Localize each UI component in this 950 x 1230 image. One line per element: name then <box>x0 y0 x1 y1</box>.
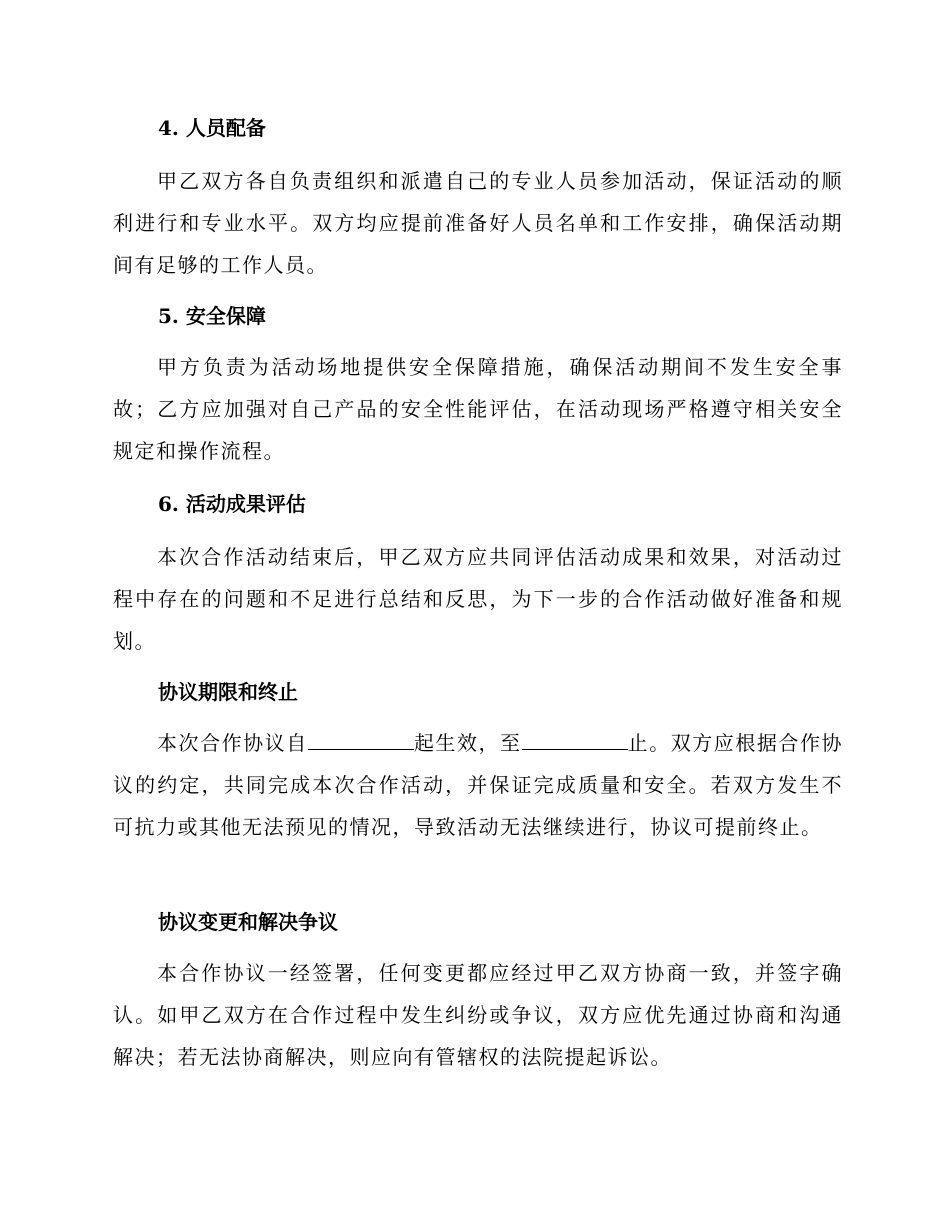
start-date-blank[interactable] <box>308 729 414 750</box>
section-heading-safety: 5. 安全保障 <box>158 304 266 328</box>
section-body-amendment: 本合作协议一经签署，任何变更都应经过甲乙双方协商一致，并签字确认。如甲乙双方在合作过程中发生纠纷或争议，双方应优先通过协商和沟通解决；若无法协商解决，则应向有管辖权的法院提起诉讼。 <box>113 961 843 1069</box>
section-body-safety: 甲方负责为活动场地提供安全保障措施，确保活动期间不发生安全事故；乙方应加强对自己产品的安全性能评估，在活动现场严格遵守相关安全规定和操作流程。 <box>113 355 843 463</box>
section-heading-amendment: 协议变更和解决争议 <box>158 910 338 934</box>
term-text-end: 止。双方应根据合作协议的约定，共同完成本次合作活动，并保证完成质量和安全。若双方发生不可抗力或其他无法预见的情况，导致活动无法继续进行，协议可提前终止。 <box>113 731 844 839</box>
section-body-term <box>113 722 843 848</box>
section-heading-evaluation: 6. 活动成果评估 <box>158 492 306 516</box>
term-text-middle: 起生效，至 <box>413 731 522 755</box>
section-heading-staffing: 4. 人员配备 <box>158 116 266 140</box>
term-text-start: 本次合作协议自 <box>157 731 308 755</box>
section-heading-term: 协议期限和终止 <box>158 680 298 704</box>
end-date-blank[interactable] <box>522 729 628 750</box>
section-body-staffing: 甲乙双方各自负责组织和派遣自己的专业人员参加活动，保证活动的顺利进行和专业水平。双方均应提前准备好人员名单和工作安排，确保活动期间有足够的工作人员。 <box>113 169 843 277</box>
section-body-evaluation: 本次合作活动结束后，甲乙双方应共同评估活动成果和效果，对活动过程中存在的问题和不足进行总结和反思，为下一步的合作活动做好准备和规划。 <box>113 545 843 653</box>
